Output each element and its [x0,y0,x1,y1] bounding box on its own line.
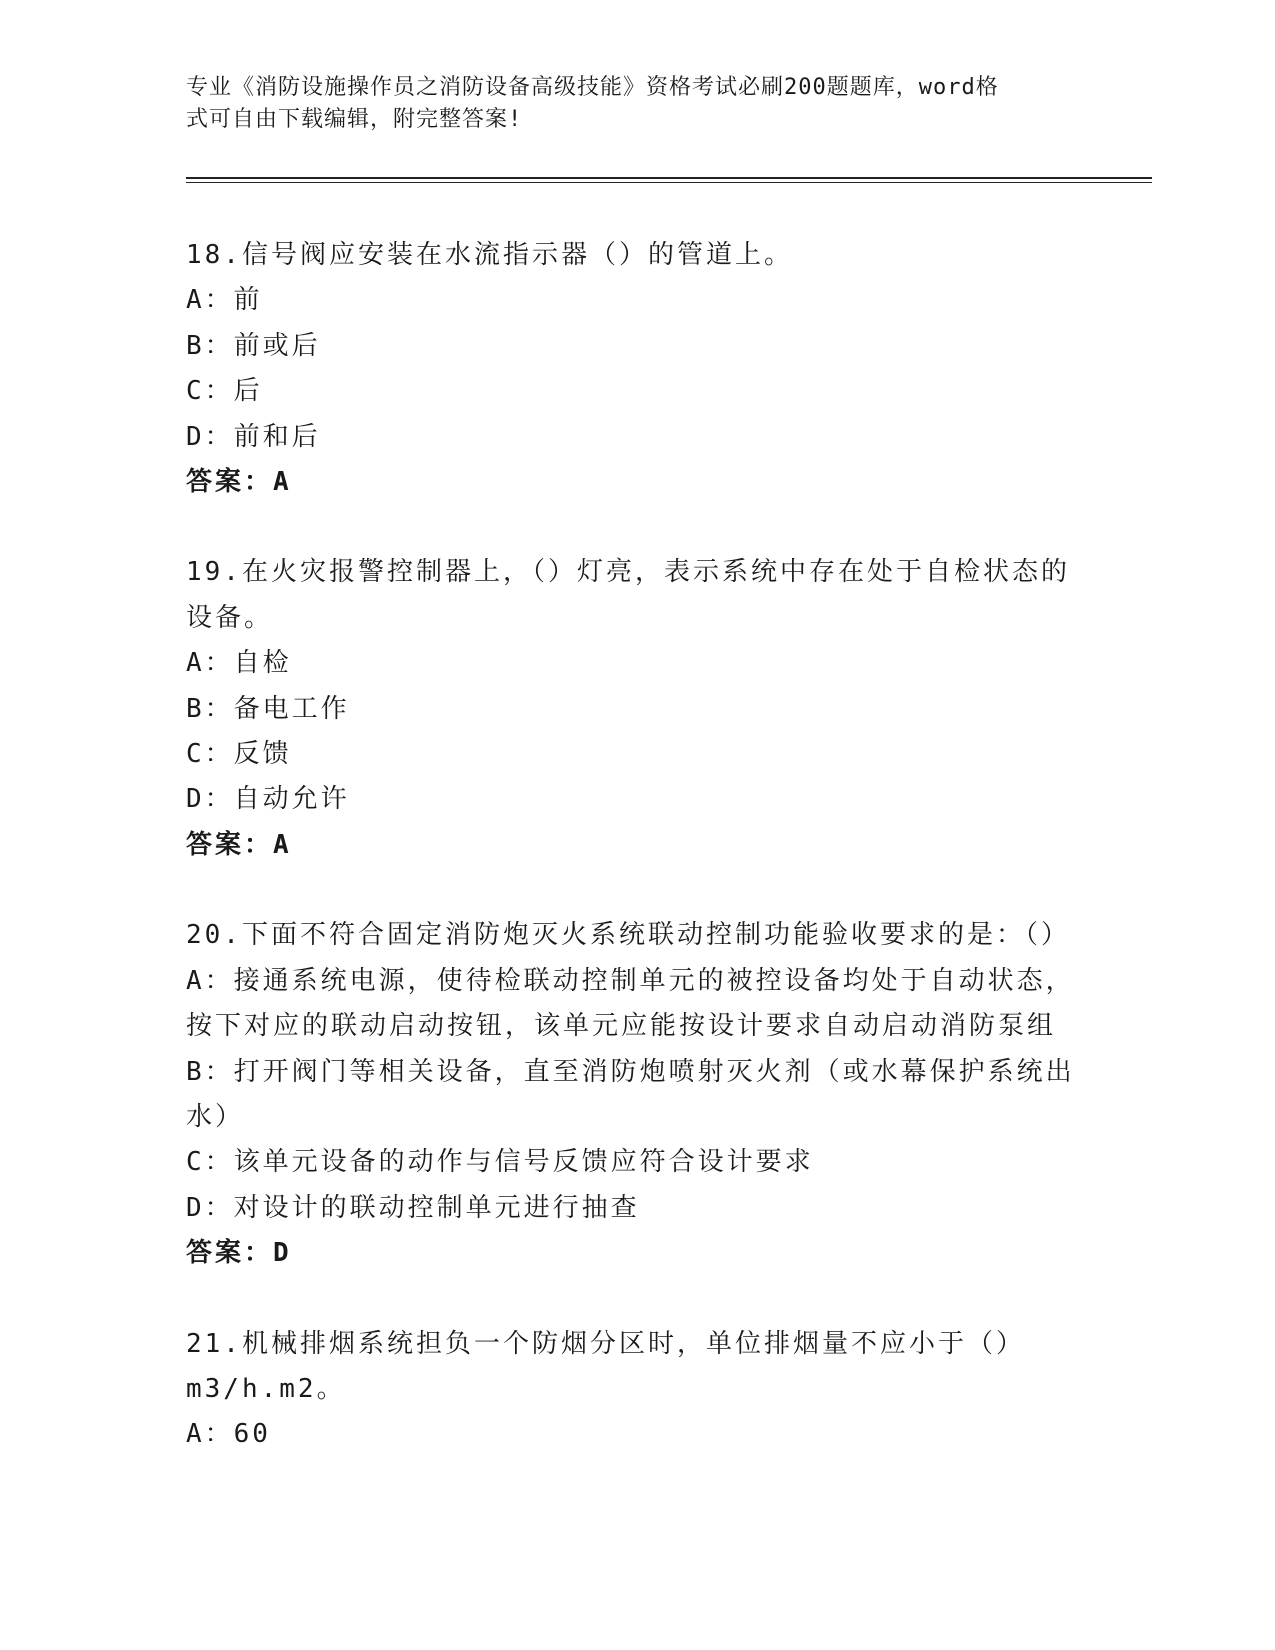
question-21 [186,1322,1086,1458]
option-c: C：反馈 [186,739,292,770]
option-a: A：60 [186,1419,271,1450]
question-stem-continued: m3/h.m2。 [186,1373,346,1404]
question-stem: 20.下面不符合固定消防炮灭火系统联动控制功能验收要求的是：（） [186,920,1070,951]
question-stem: 19.在火灾报警控制器上，（）灯亮，表示系统中存在处于自检状态的 [186,557,1070,588]
option-c: C：后 [186,376,263,407]
option-a: A：接通系统电源，使待检联动控制单元的被控设备均处于自动状态， [186,965,1075,996]
option-b: B：打开阀门等相关设备，直至消防炮喷射灭火剂（或水幕保护系统出 [186,1056,1075,1087]
option-b: B：备电工作 [186,693,350,724]
question-19 [186,550,1086,868]
answer: 答案：D [186,1238,292,1269]
option-b-continued: 水） [186,1101,245,1132]
option-b: B：前或后 [186,330,321,361]
header-divider-thick [186,177,1152,179]
question-20 [186,913,1086,1276]
question-stem: 18.信号阀应安装在水流指示器（）的管道上。 [186,240,793,270]
answer: 答案：A [186,467,292,498]
option-d: D：自动允许 [186,784,350,815]
header-line-1: 专业《消防设施操作员之消防设备高级技能》资格考试必刷200题题库，word格 [186,75,999,100]
option-a: A：自检 [186,648,292,679]
document-header [186,72,1066,136]
option-a-continued: 按下对应的联动启动按钮，该单元应能按设计要求自动启动消防泵组 [186,1011,1057,1042]
question-list [186,233,1086,1458]
option-c: C：该单元设备的动作与信号反馈应符合设计要求 [186,1147,814,1178]
option-d: D：对设计的联动控制单元进行抽查 [186,1192,640,1223]
header-divider-thin [186,182,1152,183]
answer: 答案：A [186,829,292,860]
option-a: A：前 [186,285,263,316]
option-d: D：前和后 [186,421,321,452]
question-18 [186,233,1086,505]
question-stem-continued: 设备。 [186,602,274,633]
header-line-2: 式可自由下载编辑，附完整答案! [186,107,523,132]
question-stem: 21.机械排烟系统担负一个防烟分区时，单位排烟量不应小于（） [186,1328,1025,1359]
